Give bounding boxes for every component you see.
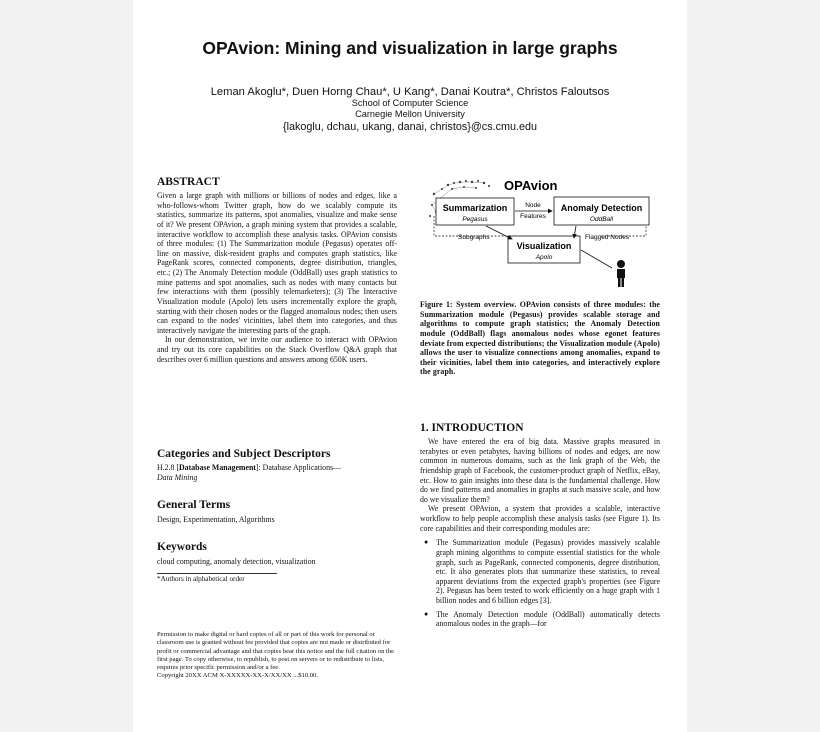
- general-terms-text: Design, Experimentation, Algorithms: [157, 515, 275, 524]
- figure-caption: Figure 1: System overview. OPAvion consists of three modules: the Summarization module (Pegasus) provides scalable storage and algorithms to compute graph statistics; the Anomaly Detection module (OddBall) flags anomalous nodes whose egonet features deviate from expected distributions; the Visualization module (Apolo) allows the user to visualize connections among anomalies, expand to their vicinities, label them into categories, and interactively explore the graph.: [420, 300, 660, 377]
- bullet-icon: ●: [424, 609, 429, 618]
- author-emails: {lakoglu, dchau, ukang, danai, christos}@cs.cmu.edu: [282, 121, 538, 133]
- affiliation-school: School of Computer Science: [351, 98, 469, 108]
- introduction-section: [420, 422, 660, 633]
- node-label: Node: [525, 202, 541, 209]
- abstract-paragraph-2: In our demonstration, we invite our audience to interact with OPAvion and try out its core capabilities on the Stack Overflow Q&A graph that describes over 6 million questions and answers among 650K users.: [157, 335, 397, 364]
- oddball-label: OddBall: [589, 216, 614, 223]
- keywords-section: [157, 541, 397, 567]
- keywords-heading: Keywords: [157, 541, 207, 553]
- abstract-heading: ABSTRACT: [157, 176, 220, 188]
- summarization-label: Summarization: [442, 203, 508, 213]
- footnote-rule: [157, 573, 277, 574]
- intro-paragraph-1: We have entered the era of big data. Massive graphs measured in terabytes or even petabytes, having billions of nodes and edges, are now common in numerous domains, such as the link graph of the Web, the friendship graph of Facebook, the customer-product graph of Netflix, eBay, etc. How to gain insights into these data is the fundamental challenge. How do we find patterns and anomalies in graphs at such massive scale, and how do we visualize them?: [420, 437, 660, 504]
- abstract-paragraph-1: Given a large graph with millions or billions of nodes and edges, like a who-follows-whom Twitter graph, how do we scalably compute its statistics, summarize its patterns, spot anomalies, visualize and make sense of it? We present OPAvion, a graph mining system that provides a scalable, interactive workflow to accomplish these analysis tasks. OPAvion consists of three modules: (1) The Summarization module (Pegasus) operates off-line on massive, disk-resident graphs and computes graph statistics, like PageRank scores, connected components, degree distribution, triangles, etc.; (2) The Anomaly Detection module (OddBall) uses graph statistics to mine patterns and spot anomalies, such as nodes with many contacts but few interactions with them (possibly telemarketers); (3) The Interactive Visualization module (Apolo) lets users incrementally explore the graph, starting with their chosen nodes or the flagged anomalous nodes; then users can expand to the nodes' vicinities, label them into categories, and thus interactively navigate the interesting parts of the graph.: [157, 191, 397, 335]
- figure-system-overview: [426, 176, 653, 290]
- paper-page: [133, 0, 687, 732]
- general-terms-section: [157, 499, 397, 525]
- general-terms-heading: General Terms: [157, 499, 231, 511]
- list-item: ● The Summarization module (Pegasus) provides massively scalable graph mining algorithms to compute essential statistics for the whole graph, such as PageRank, connected components, degree distribution, etc. It also generates plots that summarize these statistics, to reveal apparent deviations from the expected graph's properties (see Figure 2). Pegasus has been tested to work efficiently on a huge graph with 1 billion nodes and 6 billion edges [3].: [424, 538, 660, 605]
- bullet-icon: ●: [424, 538, 429, 547]
- module-list: [420, 538, 660, 629]
- flagged-nodes-label: Flagged Nodes: [585, 234, 630, 241]
- keywords-text: cloud computing, anomaly detection, visualization: [157, 557, 316, 566]
- anomaly-detection-label: Anomaly Detection: [560, 203, 643, 213]
- apolo-label: Apolo: [535, 254, 553, 261]
- intro-paragraph-2: We present OPAvion, a system that provides a scalable, interactive workflow to help people accomplish these analysis tasks (see Figure 1). Its core capabilities and their corresponding modules are:: [420, 504, 660, 533]
- subgraphs-label: Subgraphs: [458, 234, 490, 241]
- abstract-section: [157, 176, 397, 364]
- pegasus-label: Pegasus: [462, 216, 488, 223]
- categories-heading: Categories and Subject Descriptors: [157, 448, 331, 460]
- paper-title: OPAvion: Mining and visualization in large graphs: [202, 38, 618, 58]
- opavion-logo: OPAvion: [504, 178, 558, 193]
- permission-notice: Permission to make digital or hard copies of all or part of this work for personal or classroom use is granted without fee provided that copies are not made or distributed for profit or commercial advantage and that copies bear this notice and the full citation on the first page. To copy otherwise, to republish, to post on servers or to redistribute to lists, requires prior specific permission and/or a fee. Copyright 20XX ACM X-XXXXX-XX-X/XX/XX ...$10.00.: [157, 631, 397, 681]
- visualization-label: Visualization: [516, 241, 572, 251]
- features-label: Features: [520, 213, 546, 220]
- copyright-line: Copyright 20XX ACM X-XXXXX-XX-X/XX/XX ...$10.00.: [157, 672, 318, 680]
- introduction-heading: 1. INTRODUCTION: [420, 422, 524, 434]
- categories-section: [157, 448, 397, 482]
- categories-text: H.2.8 [Database Management]: Database Applications— Data Mining: [157, 463, 341, 482]
- affiliation-university: Carnegie Mellon University: [355, 109, 465, 119]
- system-diagram: [426, 176, 653, 290]
- author-list: Leman Akoglu*, Duen Horng Chau*, U Kang*, Danai Koutra*, Christos Faloutsos: [210, 86, 610, 98]
- author-footnote: *Authors in alphabetical order: [157, 575, 245, 583]
- list-item: ● The Anomaly Detection module (OddBall) automatically detects anomalous nodes in the graph—for: [424, 609, 660, 629]
